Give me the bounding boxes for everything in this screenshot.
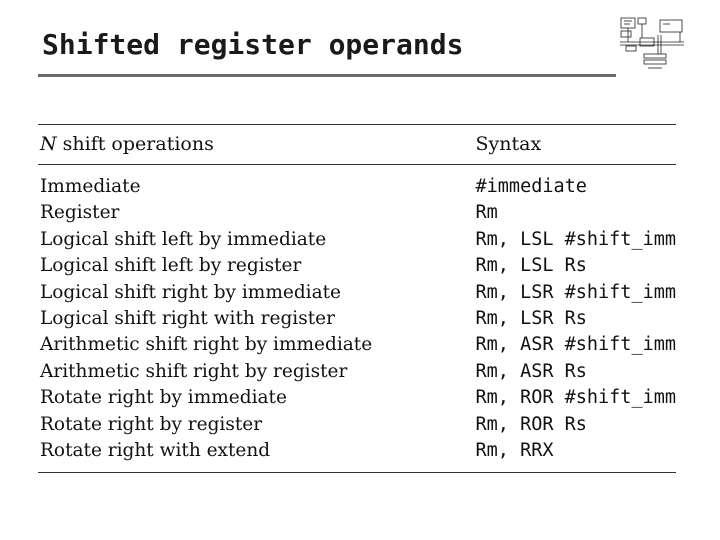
operation-syntax: Rm, RRX — [475, 440, 554, 462]
n-variable: N — [40, 133, 57, 155]
operation-syntax: Rm, LSL Rs — [475, 255, 587, 277]
operation-syntax: Rm, ROR Rs — [475, 413, 587, 435]
table-row — [38, 280, 676, 306]
operations-header-label: shift operations — [56, 133, 214, 155]
table-row — [38, 412, 676, 438]
table-row — [38, 438, 676, 473]
syntax-column-header: Syntax — [475, 133, 542, 155]
operation-syntax: Rm, ASR #shift_imm — [475, 334, 676, 356]
operation-name: Rotate right by immediate — [40, 387, 287, 409]
shift-operations-table — [38, 124, 676, 473]
operation-syntax: #immediate — [475, 176, 587, 197]
operation-syntax: Rm, ASR Rs — [475, 360, 587, 382]
table-row — [38, 332, 676, 358]
table-row — [38, 165, 676, 201]
operation-syntax: Rm, ROR #shift_imm — [475, 387, 676, 409]
operation-syntax: Rm, LSR Rs — [475, 308, 587, 330]
title-divider — [38, 74, 616, 77]
table-row — [38, 385, 676, 411]
table-row — [38, 306, 676, 332]
operation-syntax: Rm — [475, 202, 498, 224]
operations-column-header — [38, 125, 476, 165]
operation-syntax: Rm, LSL #shift_imm — [475, 228, 676, 250]
operation-name: Rotate right by register — [40, 413, 263, 435]
operation-syntax: Rm, LSR #shift_imm — [475, 281, 676, 303]
table-row — [38, 227, 676, 253]
operation-name: Arithmetic shift right by immediate — [40, 334, 373, 356]
operation-name: Arithmetic shift right by register — [40, 360, 348, 382]
slide-title: Shifted register operands — [42, 28, 464, 61]
operation-name: Logical shift right with register — [40, 308, 335, 330]
table-row — [38, 200, 676, 226]
operation-name: Logical shift right by immediate — [40, 281, 341, 303]
operation-name: Immediate — [40, 176, 141, 197]
operation-name: Logical shift left by register — [40, 255, 302, 277]
table-header-row — [38, 125, 676, 165]
block-diagram-icon — [618, 14, 688, 74]
table-row — [38, 359, 676, 385]
operation-name: Logical shift left by immediate — [40, 228, 327, 250]
operation-name: Register — [40, 202, 120, 224]
table-row — [38, 253, 676, 279]
operation-name: Rotate right with extend — [40, 440, 271, 462]
